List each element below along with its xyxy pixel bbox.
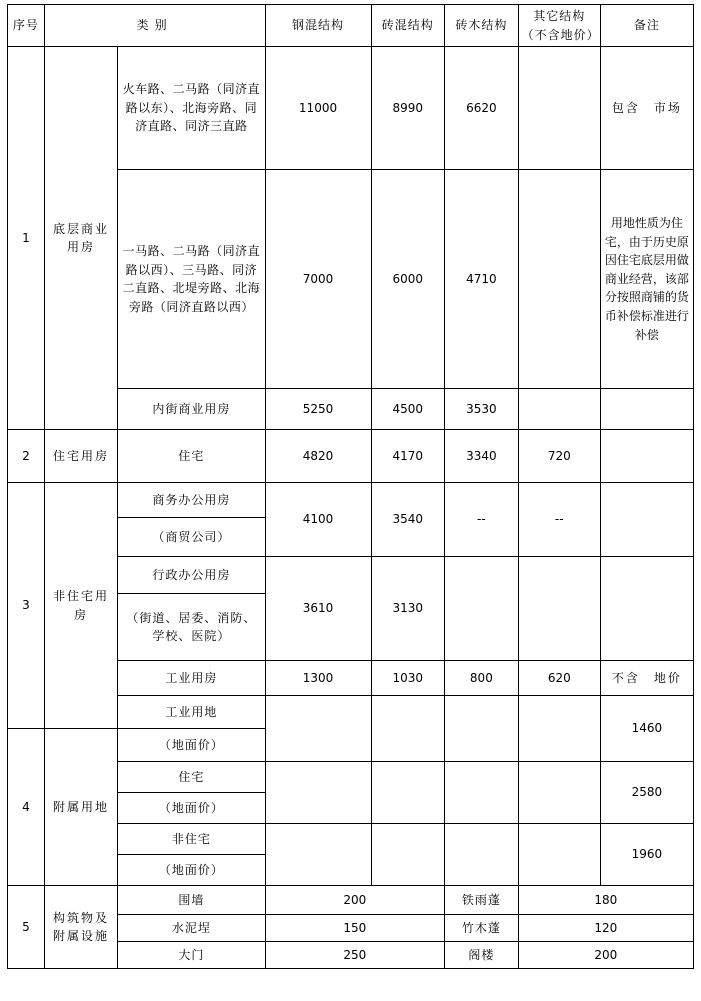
item-desc: 工业用房 [118,661,265,696]
item-value-rc: 4820 [265,430,371,483]
item-remark [600,430,693,483]
item-value-bc: 8990 [371,47,445,170]
row-index-2: 2 [8,430,45,483]
item-value-bc [371,824,445,886]
item-value-bc: 3130 [371,557,445,661]
item-value-bw [445,557,519,661]
item-value-bc [371,762,445,824]
header-brick-concrete: 砖混结构 [371,5,445,47]
table-row [8,483,694,518]
header-index: 序号 [8,5,45,47]
item-value-other [518,47,600,170]
item-value-bw: 4710 [445,170,519,389]
item-value-other: 620 [518,661,600,696]
item-value-rc [265,696,371,762]
header-rc: 钢混结构 [265,5,371,47]
item-value-bw: 6620 [445,47,519,170]
header-brick-wood: 砖木结构 [445,5,519,47]
structure-value-a: 250 [265,942,445,969]
item-desc: 火车路、二马路（同济直路以东）、北海旁路、同济直路、同济三直路 [118,47,265,170]
item-desc: 商务办公用房 [118,483,265,518]
item-value-bw: 800 [445,661,519,696]
item-desc-secondary: （街道、居委、消防、学校、医院） [118,594,265,661]
row-category-5: 构筑物及附属设施 [44,886,118,969]
item-value-rc: 11000 [265,47,371,170]
structure-value-a: 200 [265,886,445,915]
structure-value-b: 180 [518,886,693,915]
item-value-bc [371,696,445,762]
item-remark: 2580 [600,762,693,824]
table-header-row [8,5,694,47]
row-category-3: 非住宅用房 [44,483,118,729]
row-index-1: 1 [8,47,45,430]
item-value-bw [445,762,519,824]
table-row [8,47,694,170]
item-value-bc: 1030 [371,661,445,696]
item-remark: 包含 市场 [600,47,693,170]
structure-name-a: 围墙 [118,886,265,915]
row-index-5: 5 [8,886,45,969]
item-desc-secondary: （地面价） [118,855,265,886]
item-value-bw [445,696,519,762]
item-desc-secondary: （地面价） [118,729,265,762]
item-remark [600,557,693,661]
item-desc: 非住宅 [118,824,265,855]
item-value-bw: -- [445,483,519,557]
structure-name-b: 铁雨蓬 [445,886,519,915]
item-value-bc: 3540 [371,483,445,557]
item-value-other: -- [518,483,600,557]
structure-name-b: 竹木蓬 [445,915,519,942]
structure-name-a: 大门 [118,942,265,969]
structure-name-b: 阁楼 [445,942,519,969]
item-value-bw [445,824,519,886]
header-remark: 备注 [600,5,693,47]
item-value-bw: 3340 [445,430,519,483]
document-page [0,4,701,1001]
compensation-table [7,4,694,969]
item-value-rc: 1300 [265,661,371,696]
item-desc: 行政办公用房 [118,557,265,594]
row-index-4: 4 [8,729,45,886]
item-value-bc: 6000 [371,170,445,389]
item-desc: 住宅 [118,430,265,483]
row-category-1: 底层商业用房 [44,47,118,430]
item-remark: 不含 地价 [600,661,693,696]
item-value-rc [265,762,371,824]
item-value-rc [265,824,371,886]
item-value-other [518,557,600,661]
row-index-3: 3 [8,483,45,729]
item-remark [600,483,693,557]
header-other: 其它结构（不含地价） [518,5,600,47]
item-value-rc: 5250 [265,389,371,430]
header-category: 类别 [44,5,265,47]
item-value-rc: 3610 [265,557,371,661]
item-value-rc: 7000 [265,170,371,389]
item-value-other [518,389,600,430]
item-remark: 用地性质为住宅，由于历史原因住宅底层用做商业经营，该部分按照商铺的货币补偿标准进行补偿 [600,170,693,389]
item-value-other [518,170,600,389]
item-desc-secondary: （商贸公司） [118,518,265,557]
item-desc: 工业用地 [118,696,265,729]
item-value-bw: 3530 [445,389,519,430]
table-row [8,430,694,483]
item-remark: 1460 [600,696,693,762]
structure-value-b: 120 [518,915,693,942]
item-value-other [518,696,600,762]
item-value-bc: 4500 [371,389,445,430]
item-desc: 住宅 [118,762,265,793]
structure-name-a: 水泥埕 [118,915,265,942]
item-value-rc: 4100 [265,483,371,557]
structure-value-b: 200 [518,942,693,969]
item-value-bc: 4170 [371,430,445,483]
item-value-other: 720 [518,430,600,483]
item-desc-secondary: （地面价） [118,793,265,824]
item-desc: 一马路、二马路（同济直路以西）、三马路、同济二直路、北堤旁路、北海旁路（同济直路以西） [118,170,265,389]
item-value-other [518,762,600,824]
item-remark: 1960 [600,824,693,886]
row-category-2: 住宅用房 [44,430,118,483]
table-row [8,886,694,915]
row-category-4: 附属用地 [44,729,118,886]
item-desc: 内街商业用房 [118,389,265,430]
item-value-other [518,824,600,886]
item-remark [600,389,693,430]
structure-value-a: 150 [265,915,445,942]
